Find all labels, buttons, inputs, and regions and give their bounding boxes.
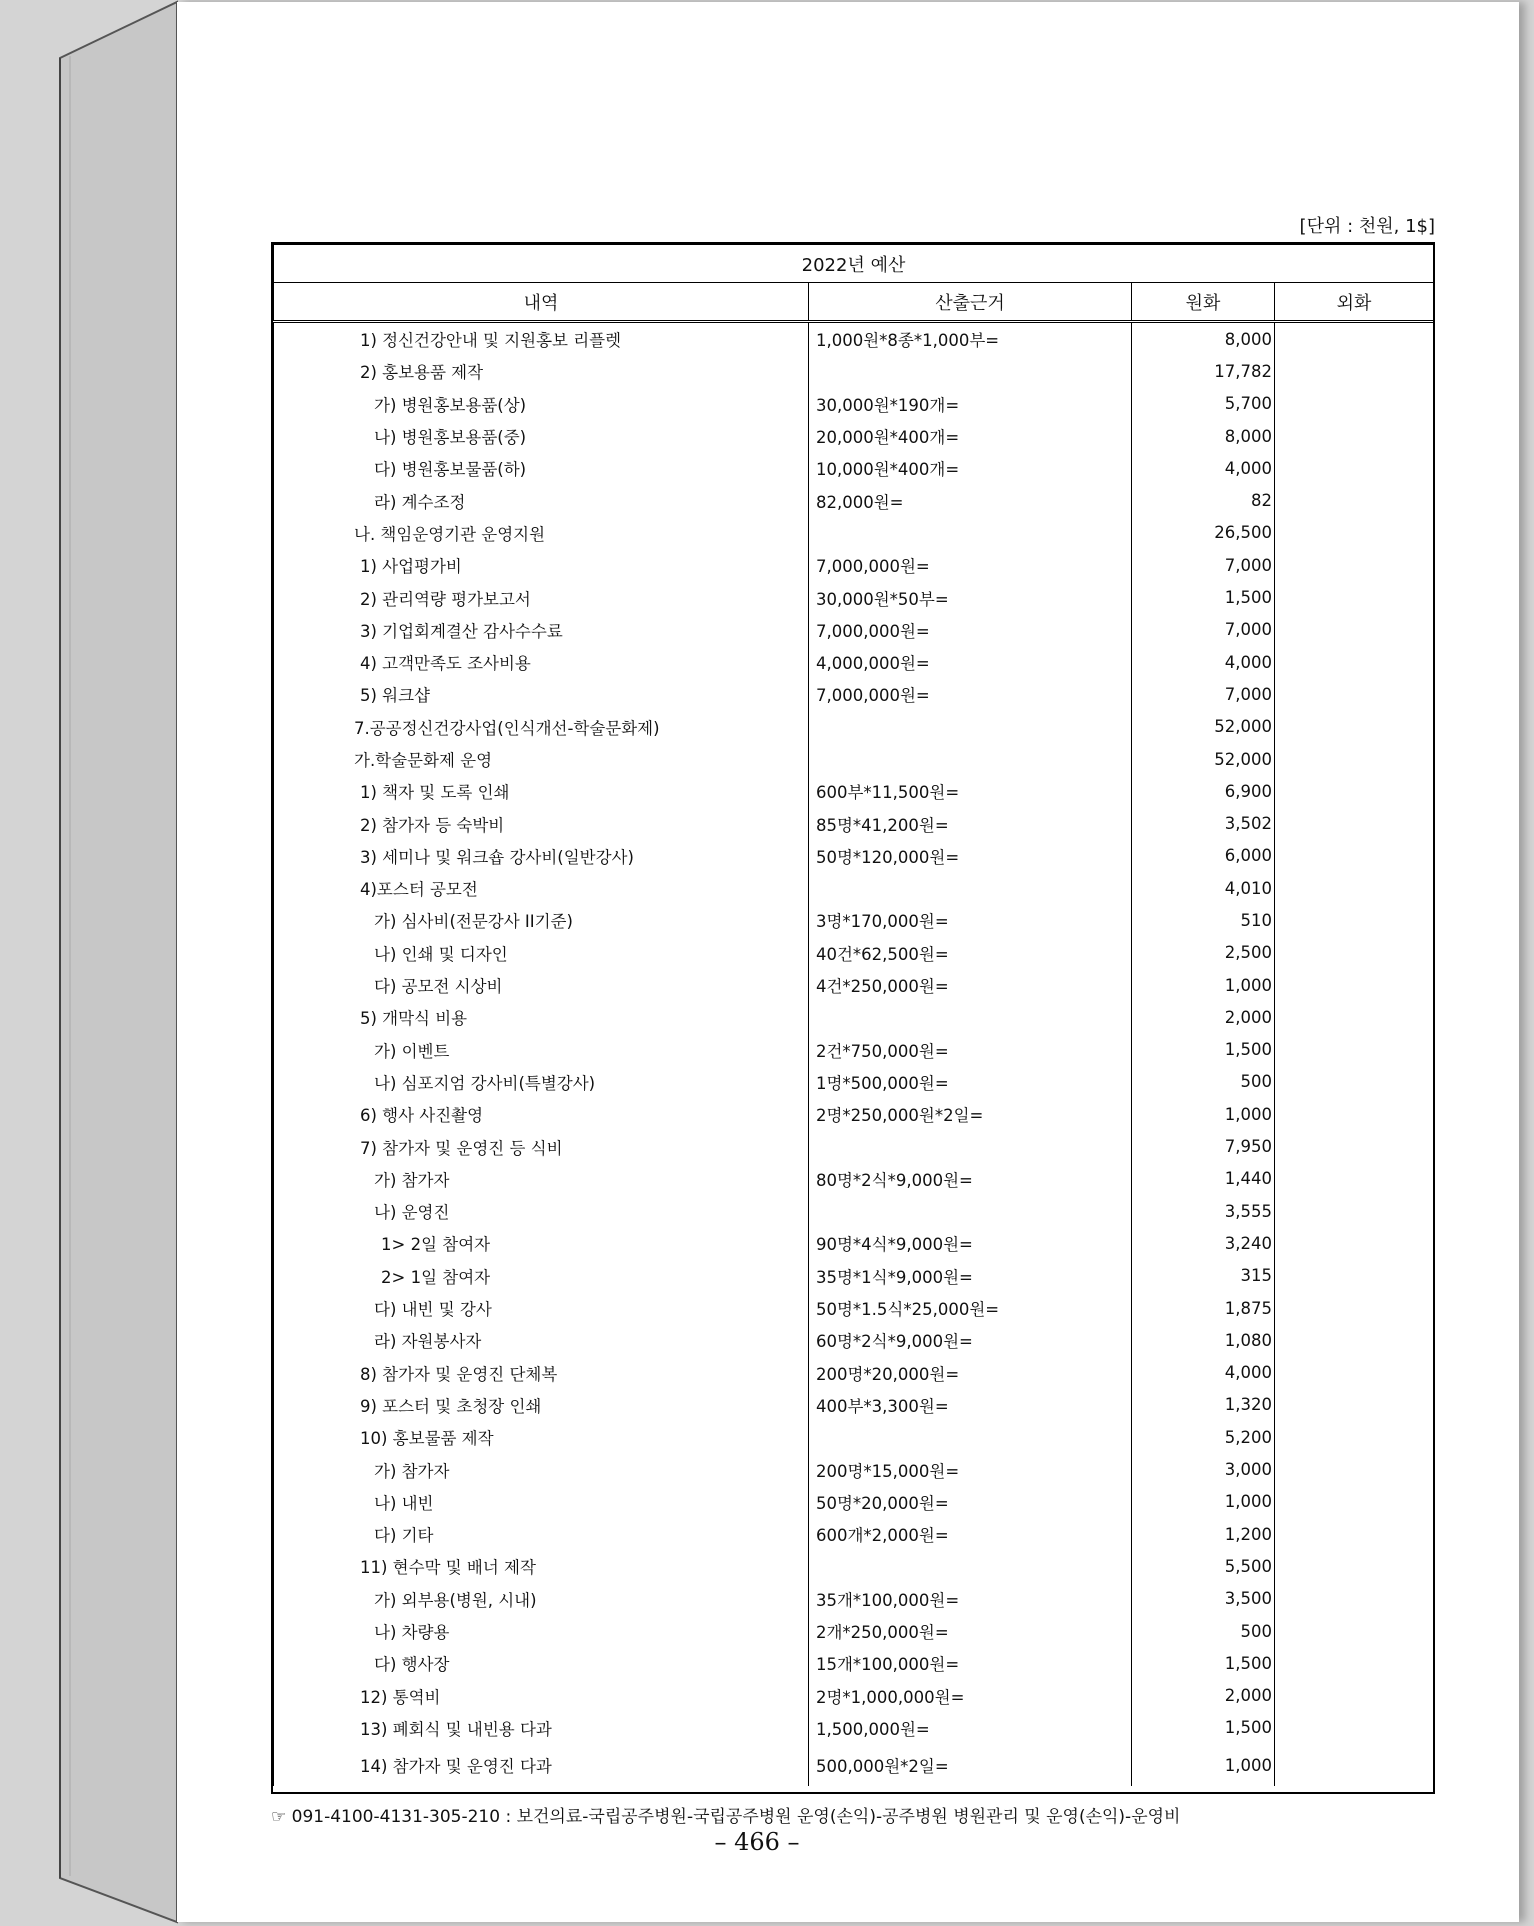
- table-row: [274, 1292, 1434, 1324]
- row-basis: 400부*3,300원=: [809, 1389, 1132, 1421]
- row-description: 라) 계수조정: [274, 484, 809, 516]
- row-fx: [1275, 452, 1434, 484]
- row-description: 4)포스터 공모전: [274, 872, 809, 904]
- row-krw: 1,000: [1132, 1486, 1275, 1518]
- row-fx: [1275, 969, 1434, 1001]
- table-row: [274, 1647, 1434, 1679]
- row-krw: 6,000: [1132, 840, 1275, 872]
- row-basis: 600개*2,000원=: [809, 1518, 1132, 1550]
- row-fx: [1275, 1098, 1434, 1130]
- row-description: 2) 관리역량 평가보고서: [274, 581, 809, 613]
- row-fx: [1275, 1389, 1434, 1421]
- row-krw: 1,500: [1132, 1647, 1275, 1679]
- table-row: [274, 452, 1434, 484]
- row-fx: [1275, 872, 1434, 904]
- budget-table: [273, 244, 1434, 1786]
- row-basis: 50명*20,000원=: [809, 1486, 1132, 1518]
- table-row: [274, 743, 1434, 775]
- row-krw: 4,000: [1132, 452, 1275, 484]
- header-krw: 원화: [1132, 283, 1275, 322]
- row-fx: [1275, 1615, 1434, 1647]
- header-fx: 외화: [1275, 283, 1434, 322]
- row-basis: [809, 872, 1132, 904]
- row-description: 가) 참가자: [274, 1163, 809, 1195]
- row-description: 가) 참가자: [274, 1453, 809, 1485]
- row-basis: 2명*250,000원*2일=: [809, 1098, 1132, 1130]
- row-krw: 7,000: [1132, 678, 1275, 710]
- row-basis: [809, 355, 1132, 387]
- table-row: [274, 1518, 1434, 1550]
- row-basis: [809, 517, 1132, 549]
- row-basis: 30,000원*190개=: [809, 388, 1132, 420]
- row-basis: 15개*100,000원=: [809, 1647, 1132, 1679]
- table-row: [274, 484, 1434, 516]
- table-row: [274, 775, 1434, 807]
- table-row: [274, 969, 1434, 1001]
- row-basis: 1,000원*8종*1,000부=: [809, 322, 1132, 356]
- row-fx: [1275, 355, 1434, 387]
- row-fx: [1275, 807, 1434, 839]
- row-basis: 7,000,000원=: [809, 678, 1132, 710]
- row-krw: 3,502: [1132, 807, 1275, 839]
- table-row: [274, 1195, 1434, 1227]
- row-basis: 85명*41,200원=: [809, 807, 1132, 839]
- row-basis: [809, 711, 1132, 743]
- row-basis: [809, 1550, 1132, 1582]
- row-krw: 1,500: [1132, 581, 1275, 613]
- row-fx: [1275, 1357, 1434, 1389]
- row-krw: 2,000: [1132, 1679, 1275, 1711]
- row-fx: [1275, 1034, 1434, 1066]
- table-row: [274, 904, 1434, 936]
- row-krw: 26,500: [1132, 517, 1275, 549]
- row-description: 가) 병원홍보용품(상): [274, 388, 809, 420]
- table-row: [274, 517, 1434, 549]
- row-krw: 52,000: [1132, 711, 1275, 743]
- table-row: [274, 1324, 1434, 1356]
- row-fx: [1275, 484, 1434, 516]
- row-basis: 30,000원*50부=: [809, 581, 1132, 613]
- row-krw: 3,000: [1132, 1453, 1275, 1485]
- row-basis: [809, 743, 1132, 775]
- row-description: 5) 개막식 비용: [274, 1001, 809, 1033]
- row-basis: 50명*1.5식*25,000원=: [809, 1292, 1132, 1324]
- row-description: 다) 기타: [274, 1518, 809, 1550]
- table-row: [274, 355, 1434, 387]
- row-krw: 1,875: [1132, 1292, 1275, 1324]
- row-description: 3) 세미나 및 워크숍 강사비(일반강사): [274, 840, 809, 872]
- row-description: 1) 정신건강안내 및 지원홍보 리플렛: [274, 322, 809, 356]
- row-krw: 3,240: [1132, 1227, 1275, 1259]
- row-description: 13) 폐회식 및 내빈용 다과: [274, 1712, 809, 1744]
- row-description: 라) 자원봉사자: [274, 1324, 809, 1356]
- table-row: [274, 614, 1434, 646]
- row-krw: 1,000: [1132, 969, 1275, 1001]
- row-fx: [1275, 937, 1434, 969]
- table-row: [274, 1679, 1434, 1711]
- row-basis: 90명*4식*9,000원=: [809, 1227, 1132, 1259]
- row-krw: 5,200: [1132, 1421, 1275, 1453]
- table-row: [274, 1163, 1434, 1195]
- row-krw: 8,000: [1132, 322, 1275, 356]
- row-fx: [1275, 1066, 1434, 1098]
- row-basis: 20,000원*400개=: [809, 420, 1132, 452]
- row-description: 나) 운영진: [274, 1195, 809, 1227]
- table-row: [274, 937, 1434, 969]
- row-description: 나) 심포지엄 강사비(특별강사): [274, 1066, 809, 1098]
- row-krw: 315: [1132, 1260, 1275, 1292]
- row-description: 다) 공모전 시상비: [274, 969, 809, 1001]
- row-description: 가) 이벤트: [274, 1034, 809, 1066]
- row-description: 7) 참가자 및 운영진 등 식비: [274, 1130, 809, 1162]
- table-row: [274, 711, 1434, 743]
- row-krw: 2,500: [1132, 937, 1275, 969]
- table-row: [274, 678, 1434, 710]
- row-description: 1) 사업평가비: [274, 549, 809, 581]
- row-krw: 1,000: [1132, 1098, 1275, 1130]
- row-fx: [1275, 678, 1434, 710]
- row-basis: 35명*1식*9,000원=: [809, 1260, 1132, 1292]
- row-basis: 1명*500,000원=: [809, 1066, 1132, 1098]
- table-row: [274, 1550, 1434, 1582]
- row-krw: 1,200: [1132, 1518, 1275, 1550]
- row-fx: [1275, 1518, 1434, 1550]
- row-fx: [1275, 711, 1434, 743]
- row-krw: 1,440: [1132, 1163, 1275, 1195]
- row-krw: 8,000: [1132, 420, 1275, 452]
- row-basis: 80명*2식*9,000원=: [809, 1163, 1132, 1195]
- table-row: [274, 646, 1434, 678]
- row-description: 다) 행사장: [274, 1647, 809, 1679]
- row-description: 6) 행사 사진촬영: [274, 1098, 809, 1130]
- row-basis: 200명*20,000원=: [809, 1357, 1132, 1389]
- row-basis: 4건*250,000원=: [809, 969, 1132, 1001]
- table-row: [274, 420, 1434, 452]
- table-row: [274, 1357, 1434, 1389]
- row-basis: [809, 1421, 1132, 1453]
- row-basis: 2개*250,000원=: [809, 1615, 1132, 1647]
- row-krw: 3,555: [1132, 1195, 1275, 1227]
- row-fx: [1275, 1163, 1434, 1195]
- row-fx: [1275, 614, 1434, 646]
- row-description: 2) 참가자 등 숙박비: [274, 807, 809, 839]
- row-fx: [1275, 1712, 1434, 1744]
- table-row: [274, 1130, 1434, 1162]
- footnote: ☞ 091-4100-4131-305-210 : 보건의료-국립공주병원-국립공주병원 운영(손익)-공주병원 병원관리 및 운영(손익)-운영비: [271, 1807, 1181, 1827]
- row-description: 가) 외부용(병원, 시내): [274, 1583, 809, 1615]
- row-basis: 7,000,000원=: [809, 549, 1132, 581]
- row-description: 나) 병원홍보용품(중): [274, 420, 809, 452]
- row-krw: 7,950: [1132, 1130, 1275, 1162]
- row-fx: [1275, 1453, 1434, 1485]
- row-description: 2> 1일 참여자: [274, 1260, 809, 1292]
- row-basis: 2건*750,000원=: [809, 1034, 1132, 1066]
- row-krw: 1,320: [1132, 1389, 1275, 1421]
- row-krw: 82: [1132, 484, 1275, 516]
- row-description: 2) 홍보용품 제작: [274, 355, 809, 387]
- table-title: 2022년 예산: [274, 245, 1434, 283]
- row-basis: 600부*11,500원=: [809, 775, 1132, 807]
- row-krw: 1,000: [1132, 1744, 1275, 1786]
- row-description: 나) 내빈: [274, 1486, 809, 1518]
- row-fx: [1275, 322, 1434, 356]
- row-basis: 35개*100,000원=: [809, 1583, 1132, 1615]
- document-page: [177, 2, 1519, 1922]
- table-row: [274, 1453, 1434, 1485]
- table-row: [274, 322, 1434, 356]
- table-row: [274, 1615, 1434, 1647]
- row-description: 다) 병원홍보물품(하): [274, 452, 809, 484]
- row-description: 나) 인쇄 및 디자인: [274, 937, 809, 969]
- row-basis: 82,000원=: [809, 484, 1132, 516]
- row-krw: 1,500: [1132, 1712, 1275, 1744]
- row-description: 5) 워크샵: [274, 678, 809, 710]
- row-description: 가.학술문화제 운영: [274, 743, 809, 775]
- row-fx: [1275, 1550, 1434, 1582]
- row-krw: 4,010: [1132, 872, 1275, 904]
- row-basis: 7,000,000원=: [809, 614, 1132, 646]
- table-row: [274, 840, 1434, 872]
- row-fx: [1275, 1324, 1434, 1356]
- row-description: 가) 심사비(전문강사 II기준): [274, 904, 809, 936]
- table-row: [274, 1098, 1434, 1130]
- row-krw: 7,000: [1132, 614, 1275, 646]
- row-fx: [1275, 1130, 1434, 1162]
- table-row: [274, 1583, 1434, 1615]
- row-fx: [1275, 904, 1434, 936]
- table-body: [274, 322, 1434, 1787]
- row-description: 7.공공정신건강사업(인식개선-학술문화제): [274, 711, 809, 743]
- row-basis: 200명*15,000원=: [809, 1453, 1132, 1485]
- table-row: [274, 807, 1434, 839]
- row-fx: [1275, 1679, 1434, 1711]
- table-row: [274, 1260, 1434, 1292]
- row-description: 8) 참가자 및 운영진 단체복: [274, 1357, 809, 1389]
- row-fx: [1275, 775, 1434, 807]
- row-fx: [1275, 840, 1434, 872]
- row-description: 나) 차량용: [274, 1615, 809, 1647]
- row-fx: [1275, 1421, 1434, 1453]
- row-fx: [1275, 581, 1434, 613]
- table-row: [274, 1066, 1434, 1098]
- row-fx: [1275, 517, 1434, 549]
- row-description: 12) 통역비: [274, 1679, 809, 1711]
- row-basis: 4,000,000원=: [809, 646, 1132, 678]
- table-row: [274, 1227, 1434, 1259]
- row-krw: 6,900: [1132, 775, 1275, 807]
- row-fx: [1275, 646, 1434, 678]
- row-krw: 510: [1132, 904, 1275, 936]
- table-row: [274, 1421, 1434, 1453]
- table-row: [274, 1486, 1434, 1518]
- row-krw: 2,000: [1132, 1001, 1275, 1033]
- row-fx: [1275, 1292, 1434, 1324]
- row-krw: 1,500: [1132, 1034, 1275, 1066]
- row-krw: 5,500: [1132, 1550, 1275, 1582]
- row-description: 1> 2일 참여자: [274, 1227, 809, 1259]
- row-fx: [1275, 1260, 1434, 1292]
- row-krw: 7,000: [1132, 549, 1275, 581]
- row-fx: [1275, 1647, 1434, 1679]
- row-krw: 4,000: [1132, 1357, 1275, 1389]
- row-description: 9) 포스터 및 초청장 인쇄: [274, 1389, 809, 1421]
- row-krw: 17,782: [1132, 355, 1275, 387]
- row-basis: 10,000원*400개=: [809, 452, 1132, 484]
- row-description: 1) 책자 및 도록 인쇄: [274, 775, 809, 807]
- row-fx: [1275, 1583, 1434, 1615]
- table-row: [274, 388, 1434, 420]
- budget-table-frame: [271, 242, 1435, 1794]
- row-description: 나. 책임운영기관 운영지원: [274, 517, 809, 549]
- table-row: [274, 549, 1434, 581]
- row-fx: [1275, 1744, 1434, 1786]
- page-number: – 466 –: [714, 1828, 800, 1856]
- row-krw: 500: [1132, 1066, 1275, 1098]
- row-description: 4) 고객만족도 조사비용: [274, 646, 809, 678]
- row-fx: [1275, 1195, 1434, 1227]
- row-krw: 3,500: [1132, 1583, 1275, 1615]
- row-basis: 50명*120,000원=: [809, 840, 1132, 872]
- header-description: 내역: [274, 283, 809, 322]
- row-krw: 1,080: [1132, 1324, 1275, 1356]
- row-basis: 60명*2식*9,000원=: [809, 1324, 1132, 1356]
- table-row: [274, 1389, 1434, 1421]
- row-krw: 4,000: [1132, 646, 1275, 678]
- table-row: [274, 872, 1434, 904]
- row-fx: [1275, 549, 1434, 581]
- unit-label: [단위 : 천원, 1$]: [1299, 216, 1435, 237]
- table-row: [274, 1744, 1434, 1786]
- row-basis: [809, 1195, 1132, 1227]
- table-row: [274, 1712, 1434, 1744]
- row-description: 10) 홍보물품 제작: [274, 1421, 809, 1453]
- row-description: 11) 현수막 및 배너 제작: [274, 1550, 809, 1582]
- row-fx: [1275, 388, 1434, 420]
- row-basis: 3명*170,000원=: [809, 904, 1132, 936]
- table-row: [274, 1001, 1434, 1033]
- table-row: [274, 1034, 1434, 1066]
- row-basis: 1,500,000원=: [809, 1712, 1132, 1744]
- row-basis: [809, 1001, 1132, 1033]
- row-basis: 2명*1,000,000원=: [809, 1679, 1132, 1711]
- row-fx: [1275, 1227, 1434, 1259]
- header-basis: 산출근거: [809, 283, 1132, 322]
- row-fx: [1275, 743, 1434, 775]
- row-krw: 5,700: [1132, 388, 1275, 420]
- row-fx: [1275, 1001, 1434, 1033]
- row-basis: 40건*62,500원=: [809, 937, 1132, 969]
- row-krw: 52,000: [1132, 743, 1275, 775]
- table-row: [274, 581, 1434, 613]
- row-description: 14) 참가자 및 운영진 다과: [274, 1744, 809, 1786]
- row-description: 다) 내빈 및 강사: [274, 1292, 809, 1324]
- row-fx: [1275, 1486, 1434, 1518]
- row-basis: [809, 1130, 1132, 1162]
- row-description: 3) 기업회계결산 감사수수료: [274, 614, 809, 646]
- row-basis: 500,000원*2일=: [809, 1744, 1132, 1786]
- row-fx: [1275, 420, 1434, 452]
- row-krw: 500: [1132, 1615, 1275, 1647]
